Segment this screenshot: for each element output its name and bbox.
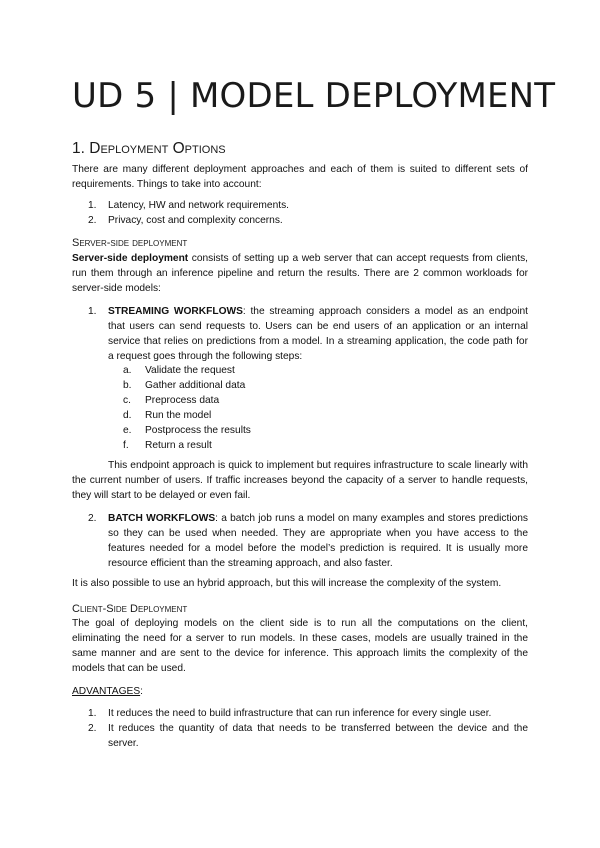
list-item: d. Run the model [123,409,212,421]
subheading-server-side: Server-side deployment [72,237,188,249]
list-item: 2. It reduces the quantity of data that needs to be transferred between the device and the server. [88,722,528,749]
list-item: 1. Latency, HW and network requirements. [88,200,290,211]
server-side-paragraph: Server-side deployment consists of setting up a web server that can accept requests from clients, run them through an inference pipeline and return the results. There are 2 common workloads for server-side models: [72,253,529,294]
advantages-list [88,707,528,752]
streaming-note: This endpoint approach is quick to implement but requires infrastructure to scale linearly with the current number of users. If traffic increases beyond the capacity of a server to handle requests, they will start to be delayed or even fail. [72,460,528,501]
considerations-list [88,199,528,229]
client-side-paragraph: The goal of deploying models on the client side is to run all the computations on the client, eliminating the need for a server to run models. In these cases, models are usually trained in the same manner and are sent to the device for inference. This approach limits the complexity of the models that can be used. [72,618,528,674]
subheading-client-side: Client-Side Deployment [72,603,188,615]
list-item: e. Postprocess the results [123,424,251,436]
list-item: 2. Privacy, cost and complexity concerns. [88,214,283,226]
hybrid-note: It is also possible to use an hybrid approach, but this will increase the complexity of the system. [72,578,502,589]
advantages-label: ADVANTAGES: [72,686,143,697]
streaming-steps-list [123,364,525,453]
section-intro: There are many different deployment approaches and each of them is suited to different sets of requirements. Things to take into account: [72,164,528,190]
section-title: Deployment Options [89,140,226,157]
list-item: 1. It reduces the need to build infrastructure that can run inference for every single user. [88,708,492,719]
list-item: a. Validate the request [123,365,235,376]
page-title: UD 5 | MODEL DEPLOYMENT [72,76,556,116]
section-heading-deployment-options [72,140,226,158]
section-number: 1. [72,140,85,157]
list-item: c. Preprocess data [123,394,220,406]
streaming-workflows-item: 1. STREAMING WORKFLOWS: the streaming approach considers a model as an endpoint that users can send requests to. Users can be end users of an application or an internal service that relies on predictions from a model. In a streaming application, the code path for a request goes through the following steps: [88,306,528,362]
list-item: b. Gather additional data [123,379,246,391]
batch-workflows-item: 2. BATCH WORKFLOWS: a batch job runs a model on many examples and stores predictions so they can be used when needed. They are appropriate when you have access to the features needed for a model before the model’s prediction is required. It is usually more resource efficient than the streaming approach, and also faster. [88,513,529,569]
list-item: f. Return a result [123,439,212,451]
